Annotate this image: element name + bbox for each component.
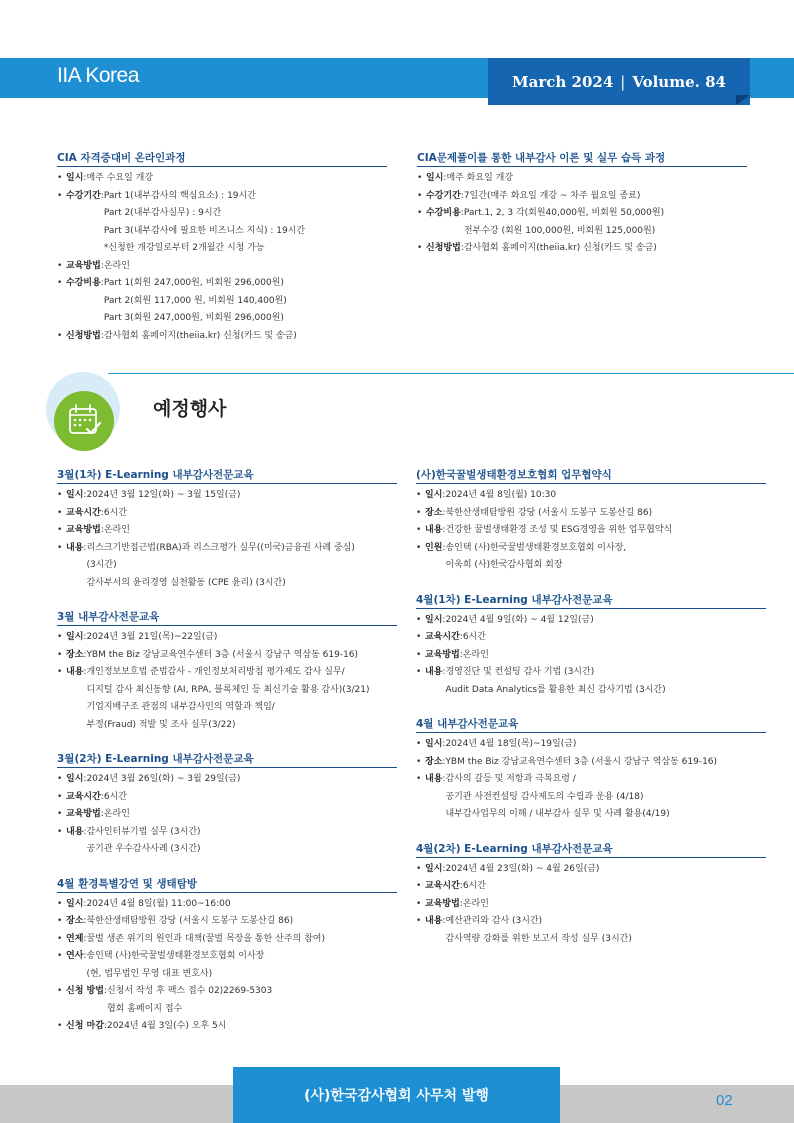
- info-label: 일시: [66, 898, 84, 909]
- info-row: [417, 170, 747, 188]
- label-separator: :: [100, 507, 104, 518]
- info-label: 교육방법: [425, 649, 460, 660]
- info-value: 개인정보보호법 준법감사 - 개인정보처리방침 평가제도 감사 실무/: [86, 667, 345, 677]
- label-separator: :: [103, 986, 107, 996]
- label-separator: :: [83, 542, 87, 553]
- info-row-continued: [416, 682, 766, 700]
- info-value: 매주 화요일 개강: [446, 173, 514, 183]
- info-row: [57, 806, 397, 824]
- info-row: [57, 664, 397, 682]
- label-separator: :: [100, 525, 104, 535]
- info-row-continued: [57, 310, 387, 328]
- info-value: 6시간: [462, 632, 486, 642]
- info-label: 교육방법: [66, 260, 101, 271]
- label-separator: :: [103, 1021, 107, 1031]
- info-label: 일시: [425, 490, 443, 500]
- bullet-dot: •: [57, 809, 63, 819]
- bullet-dot: •: [416, 542, 422, 553]
- info-label: 수강비용: [426, 208, 461, 218]
- info-label: 신청방법: [426, 243, 461, 253]
- label-separator: :: [460, 243, 464, 253]
- info-value-continued: Audit Data Analytics를 활용한 최신 감사기법 (3시간): [445, 684, 666, 695]
- label-separator: :: [442, 756, 446, 767]
- info-row: [57, 629, 397, 647]
- info-row: [416, 754, 766, 772]
- section-title: 3월(2차) E-Learning 내부감사전문교육: [57, 751, 397, 768]
- info-row: [57, 931, 397, 949]
- issue-label: [488, 58, 750, 105]
- bullet-dot: •: [57, 791, 63, 802]
- info-value-continued: (3시간): [86, 560, 117, 570]
- label-separator: :: [442, 667, 446, 677]
- bullet-dot: •: [57, 774, 63, 784]
- info-row: [416, 505, 766, 523]
- events-right-column: [416, 467, 766, 948]
- info-row-continued: [57, 699, 397, 717]
- info-row-continued: [416, 806, 766, 824]
- info-value: 온라인: [103, 260, 130, 271]
- info-label: 장소: [425, 507, 443, 518]
- label-separator: :: [100, 278, 104, 288]
- info-label: 연제: [66, 933, 84, 944]
- info-label: 내용: [425, 916, 443, 926]
- info-value: YBM the Biz 강남교육연수센터 3층 (서울시 강남구 역삼동 619-16): [86, 649, 359, 660]
- info-label: 교육방법: [66, 525, 101, 535]
- info-value: 송인택 (사)한국꿀벌생태환경보호협회 이사장: [86, 951, 265, 961]
- bullet-dot: •: [57, 933, 63, 944]
- bullet-dot: •: [417, 208, 423, 218]
- info-row: [57, 896, 397, 914]
- label-separator: :: [100, 260, 104, 271]
- info-value: 온라인: [462, 898, 489, 909]
- events-left-column: [57, 467, 397, 1036]
- info-value: 온라인: [103, 525, 130, 535]
- info-row: [57, 505, 397, 523]
- label-separator: :: [100, 791, 104, 802]
- info-label: 교육시간: [66, 507, 101, 518]
- bullet-dot: •: [416, 649, 422, 660]
- info-row: [416, 540, 766, 558]
- calendar-icon: [54, 391, 114, 451]
- info-label: 장소: [66, 649, 84, 660]
- info-label: 교육시간: [425, 881, 460, 891]
- bullet-dot: •: [416, 916, 422, 926]
- info-row: [57, 188, 387, 206]
- info-row-continued: [57, 966, 397, 984]
- label-separator: :: [83, 951, 87, 961]
- bullet-dot: •: [57, 632, 63, 642]
- label-separator: :: [459, 898, 463, 909]
- info-row: [57, 913, 397, 931]
- issue-month: March 2024: [512, 72, 614, 91]
- info-label: 신청방법: [66, 330, 101, 341]
- info-value: 예산관리와 감사 (3시간): [445, 916, 543, 926]
- info-row: [57, 771, 397, 789]
- info-value: 감사의 갈등 및 저항과 극복요령 /: [445, 774, 576, 784]
- bullet-dot: •: [57, 525, 63, 535]
- info-row: [416, 647, 766, 665]
- event-section: [416, 841, 766, 949]
- bullet-dot: •: [57, 330, 63, 341]
- bullet-dot: •: [57, 260, 63, 271]
- bullet-dot: •: [416, 632, 422, 642]
- events-divider: [108, 373, 794, 374]
- info-label: 신청 방법: [66, 986, 104, 996]
- info-row-continued: [57, 841, 397, 859]
- info-row: [416, 612, 766, 630]
- section-title: 4월 환경특별강연 및 생태탐방: [57, 876, 397, 893]
- info-row: [57, 328, 387, 346]
- info-value: 2024년 4월 23일(화) ~ 4월 26일(금): [445, 863, 600, 874]
- info-row: [416, 878, 766, 896]
- bullet-dot: •: [417, 173, 423, 183]
- info-value: 경영진단 및 컨설팅 감사 기법 (3시간): [445, 667, 595, 677]
- info-row: [416, 913, 766, 931]
- label-separator: :: [442, 739, 446, 749]
- info-value-continued: (현, 법무법인 무영 대표 변호사): [86, 968, 213, 979]
- label-separator: :: [83, 933, 87, 944]
- bullet-dot: •: [57, 667, 63, 677]
- bullet-dot: •: [57, 649, 63, 660]
- info-row-continued: [57, 557, 397, 575]
- info-label: 인원: [425, 542, 443, 553]
- info-value-continued: 디지털 감사 최신동향 (AI, RPA, 블록체인 등 최신기술 활용 감사)(3/21): [86, 684, 370, 695]
- bullet-dot: •: [416, 490, 422, 500]
- label-separator: :: [442, 916, 446, 926]
- info-value: 2024년 3월 21일(목)~22일(금): [86, 632, 218, 642]
- info-label: 일시: [425, 739, 443, 749]
- info-value-continued: Part 2(회원 117,000 원, 비회원 140,400원): [103, 295, 287, 306]
- info-value: 건강한 꿀벌생태환경 조성 및 ESG경영을 위한 업무협약식: [445, 525, 673, 535]
- info-row-continued: [416, 789, 766, 807]
- label-separator: :: [460, 208, 464, 218]
- info-row: [57, 1018, 397, 1036]
- bullet-dot: •: [57, 898, 63, 909]
- label-separator: :: [100, 190, 104, 201]
- bullet-dot: •: [57, 1021, 63, 1031]
- info-value-continued: Part 2(내부감사실무) : 9시간: [103, 208, 222, 218]
- section-title: CIA문제풀이를 통한 내부감사 이론 및 실무 습득 과정: [417, 150, 747, 167]
- info-row: [57, 487, 397, 505]
- bullet-dot: •: [416, 774, 422, 784]
- bullet-dot: •: [416, 739, 422, 749]
- info-value: Part 1(내부감사의 핵심요소) : 19시간: [103, 190, 256, 201]
- info-row-continued: [57, 575, 397, 593]
- info-row: [57, 824, 397, 842]
- info-row: [57, 789, 397, 807]
- info-row: [57, 647, 397, 665]
- label-separator: :: [83, 173, 87, 183]
- event-section: [57, 467, 397, 592]
- info-row: [57, 170, 387, 188]
- info-value-continued: *신청한 개강일로부터 2개월간 시청 가능: [103, 243, 265, 253]
- info-label: 연사: [66, 951, 84, 961]
- label-separator: :: [459, 881, 463, 891]
- bullet-dot: •: [57, 490, 63, 500]
- bullet-dot: •: [57, 542, 63, 553]
- info-row: [416, 522, 766, 540]
- info-label: 내용: [66, 826, 84, 837]
- event-section: [57, 876, 397, 1036]
- label-separator: :: [442, 490, 446, 500]
- cia-problem-section: [417, 150, 747, 258]
- info-value: 2024년 4월 9일(화) ~ 4월 12일(금): [445, 614, 594, 625]
- info-label: 일시: [66, 774, 84, 784]
- event-section: [57, 609, 397, 734]
- info-value-continued: Part 3(회원 247,000원, 비회원 296,000원): [103, 313, 284, 323]
- section-title: (사)한국꿀벌생태환경보호협회 업무협약식: [416, 467, 766, 484]
- info-row-continued: [57, 205, 387, 223]
- info-value: 2024년 3월 26일(화) ~ 3월 29일(금): [86, 774, 241, 784]
- label-separator: :: [100, 809, 104, 819]
- section-title: 3월 내부감사전문교육: [57, 609, 397, 626]
- bullet-dot: •: [416, 525, 422, 535]
- info-label: 일시: [66, 490, 84, 500]
- info-value-continued: 이욱희 (사)한국감사협회 회장: [445, 560, 563, 570]
- label-separator: :: [83, 649, 87, 660]
- info-value-continued: 협회 홈페이지 접수: [106, 1003, 183, 1014]
- bullet-dot: •: [416, 756, 422, 767]
- info-row: [416, 771, 766, 789]
- info-label: 신청 마감: [66, 1021, 104, 1031]
- event-section: [57, 751, 397, 859]
- bullet-dot: •: [57, 826, 63, 837]
- bullet-dot: •: [416, 863, 422, 874]
- event-section: [416, 716, 766, 824]
- info-label: 교육시간: [425, 632, 460, 642]
- info-value: 6시간: [103, 791, 127, 802]
- label-separator: :: [100, 330, 104, 341]
- section-title: 4월 내부감사전문교육: [416, 716, 766, 733]
- info-label: 수강비용: [66, 278, 101, 288]
- info-value-continued: 기업지배구조 관점의 내부감사인의 역할과 책임/: [86, 702, 275, 712]
- info-row: [417, 205, 747, 223]
- info-label: 일시: [425, 863, 443, 874]
- label-separator: :: [83, 898, 87, 909]
- event-section: [57, 150, 387, 345]
- info-row-continued: [57, 717, 397, 735]
- label-separator: :: [442, 525, 446, 535]
- cia-online-section: [57, 150, 387, 345]
- bullet-dot: •: [57, 278, 63, 288]
- info-row-continued: [57, 240, 387, 258]
- event-section: [416, 467, 766, 575]
- info-value: Part 1(회원 247,000원, 비회원 296,000원): [103, 278, 284, 288]
- info-value: Part.1, 2, 3 각(회원40,000원, 비회원 50,000원): [463, 208, 665, 218]
- info-row: [57, 983, 397, 1001]
- info-label: 장소: [425, 756, 443, 767]
- info-label: 내용: [425, 774, 443, 784]
- info-value: 2024년 4월 8일(월) 11:00~16:00: [86, 898, 231, 909]
- bullet-dot: •: [417, 243, 423, 253]
- label-separator: :: [459, 632, 463, 642]
- event-section: [416, 592, 766, 700]
- label-separator: :: [442, 542, 446, 553]
- label-separator: :: [459, 649, 463, 660]
- label-separator: :: [442, 774, 446, 784]
- label-separator: :: [83, 490, 87, 500]
- info-label: 일시: [425, 614, 443, 625]
- bullet-dot: •: [57, 507, 63, 518]
- bullet-dot: •: [57, 951, 63, 961]
- info-value-continued: 감사역량 강화를 위한 보고서 작성 실무 (3시간): [445, 933, 632, 944]
- info-row: [57, 275, 387, 293]
- bullet-dot: •: [416, 881, 422, 891]
- bullet-dot: •: [57, 173, 63, 183]
- info-row: [57, 258, 387, 276]
- bullet-dot: •: [416, 667, 422, 677]
- info-label: 교육방법: [425, 898, 460, 909]
- label-separator: :: [83, 632, 87, 642]
- info-label: 교육시간: [66, 791, 101, 802]
- info-value-continued: 부정(Fraud) 적발 및 조사 실무(3/22): [86, 719, 236, 730]
- info-row: [57, 948, 397, 966]
- events-title: 예정행사: [153, 398, 227, 420]
- info-value: YBM the Biz 강남교육연수센터 3층 (서울시 강남구 역삼동 619-16): [445, 756, 718, 767]
- info-label: 내용: [66, 667, 84, 677]
- issue-separator: |: [620, 72, 626, 91]
- section-title: 4월(2차) E-Learning 내부감사전문교육: [416, 841, 766, 858]
- info-row-continued: [57, 223, 387, 241]
- info-value-continued: 공기관 우수감사사례 (3시간): [86, 844, 201, 854]
- info-row: [417, 240, 747, 258]
- bullet-dot: •: [57, 986, 63, 996]
- label-separator: :: [83, 774, 87, 784]
- info-label: 수강기간: [66, 190, 101, 201]
- label-separator: :: [460, 190, 464, 201]
- info-row-continued: [416, 931, 766, 949]
- info-value: 온라인: [103, 809, 130, 819]
- info-label: 내용: [425, 667, 443, 677]
- info-value: 북한산생태탐방원 강당 (서울시 도봉구 도봉산길 86): [86, 916, 294, 926]
- info-value: 7일간(매주 화요일 개강 ~ 차주 월요일 종료): [463, 190, 641, 201]
- info-row-continued: [417, 223, 747, 241]
- label-separator: :: [442, 507, 446, 518]
- issue-volume: Volume. 84: [632, 72, 726, 91]
- info-row-continued: [416, 557, 766, 575]
- bullet-dot: •: [417, 190, 423, 201]
- info-label: 내용: [425, 525, 443, 535]
- info-row: [416, 861, 766, 879]
- section-title: CIA 자격증대비 온라인과정: [57, 150, 387, 167]
- info-label: 내용: [66, 542, 84, 553]
- info-label: 일시: [66, 632, 84, 642]
- info-value: 2024년 4월 18일(목)~19일(금): [445, 739, 577, 749]
- info-value-continued: 감사부서의 윤리경영 실천활동 (CPE 윤리) (3시간): [86, 577, 286, 588]
- info-value: 꿀벌 생존 위기의 원인과 대책(꿀벌 목장을 통한 산주의 참여): [86, 933, 326, 944]
- label-separator: :: [442, 863, 446, 874]
- info-row-continued: [57, 682, 397, 700]
- bullet-dot: •: [416, 614, 422, 625]
- bullet-dot: •: [416, 507, 422, 518]
- page-number: 02: [716, 1092, 733, 1109]
- info-row: [416, 896, 766, 914]
- info-label: 장소: [66, 916, 84, 926]
- event-section: [417, 150, 747, 258]
- info-value: 2024년 4월 3일(수) 오후 5시: [106, 1021, 227, 1031]
- label-separator: :: [83, 667, 87, 677]
- info-value: 온라인: [462, 649, 489, 660]
- info-row: [416, 664, 766, 682]
- info-label: 일시: [426, 173, 444, 183]
- info-value: 6시간: [103, 507, 127, 518]
- info-label: 교육방법: [66, 809, 101, 819]
- info-value-continued: Part 3(내부감사에 필요한 비즈니스 지식) : 19시간: [103, 225, 306, 236]
- bullet-dot: •: [57, 916, 63, 926]
- info-value: 2024년 4월 8일(월) 10:30: [445, 490, 557, 500]
- info-value: 2024년 3월 12일(화) ~ 3월 15일(금): [86, 490, 241, 500]
- info-value: 리스크기반접근법(RBA)과 리스크평가 실무((미국)금융권 사례 중심): [86, 542, 355, 553]
- info-value: 감사협회 홈페이지(theiia.kr) 신청(카드 및 송금): [103, 330, 297, 341]
- section-title: 4월(1차) E-Learning 내부감사전문교육: [416, 592, 766, 609]
- info-row: [417, 188, 747, 206]
- footer-publisher: (사)한국감사협회 사무처 발행: [233, 1067, 560, 1123]
- section-title: 3월(1차) E-Learning 내부감사전문교육: [57, 467, 397, 484]
- label-separator: :: [443, 173, 447, 183]
- info-row: [57, 540, 397, 558]
- label-separator: :: [83, 826, 87, 837]
- info-value: 매주 수요일 개강: [86, 173, 154, 183]
- info-row: [416, 736, 766, 754]
- label-separator: :: [83, 916, 87, 926]
- info-label: 수강기간: [426, 190, 461, 201]
- info-value-continued: 내부감사업무의 이해 / 내부감사 실무 및 사례 활용(4/19): [445, 809, 670, 819]
- info-row: [57, 522, 397, 540]
- info-value: 감사협회 홈페이지(theiia.kr) 신청(카드 및 송금): [463, 243, 657, 253]
- info-row-continued: [57, 293, 387, 311]
- info-row-continued: [57, 1001, 397, 1019]
- info-row: [416, 487, 766, 505]
- info-row: [416, 629, 766, 647]
- info-value-continued: 전부수강 (회원 100,000원, 비회원 125,000원): [463, 225, 656, 236]
- label-separator: :: [442, 614, 446, 625]
- bullet-dot: •: [416, 898, 422, 909]
- info-label: 일시: [66, 173, 84, 183]
- info-value: 감사인터뷰기법 실무 (3시간): [86, 826, 201, 837]
- info-value-continued: 공기관 사전컨설팅 감사제도의 수립과 운용 (4/18): [445, 791, 644, 802]
- brand-title: IIA Korea: [57, 64, 139, 87]
- bullet-dot: •: [57, 190, 63, 201]
- info-value: 6시간: [462, 881, 486, 891]
- info-value: 신청서 작성 후 팩스 접수 02)2269-5303: [106, 986, 273, 996]
- info-value: 송인택 (사)한국꿀벌생태환경보호협회 이사장,: [445, 542, 627, 553]
- info-value: 북한산생태탐방원 강당 (서울시 도봉구 도봉산길 86): [445, 507, 653, 518]
